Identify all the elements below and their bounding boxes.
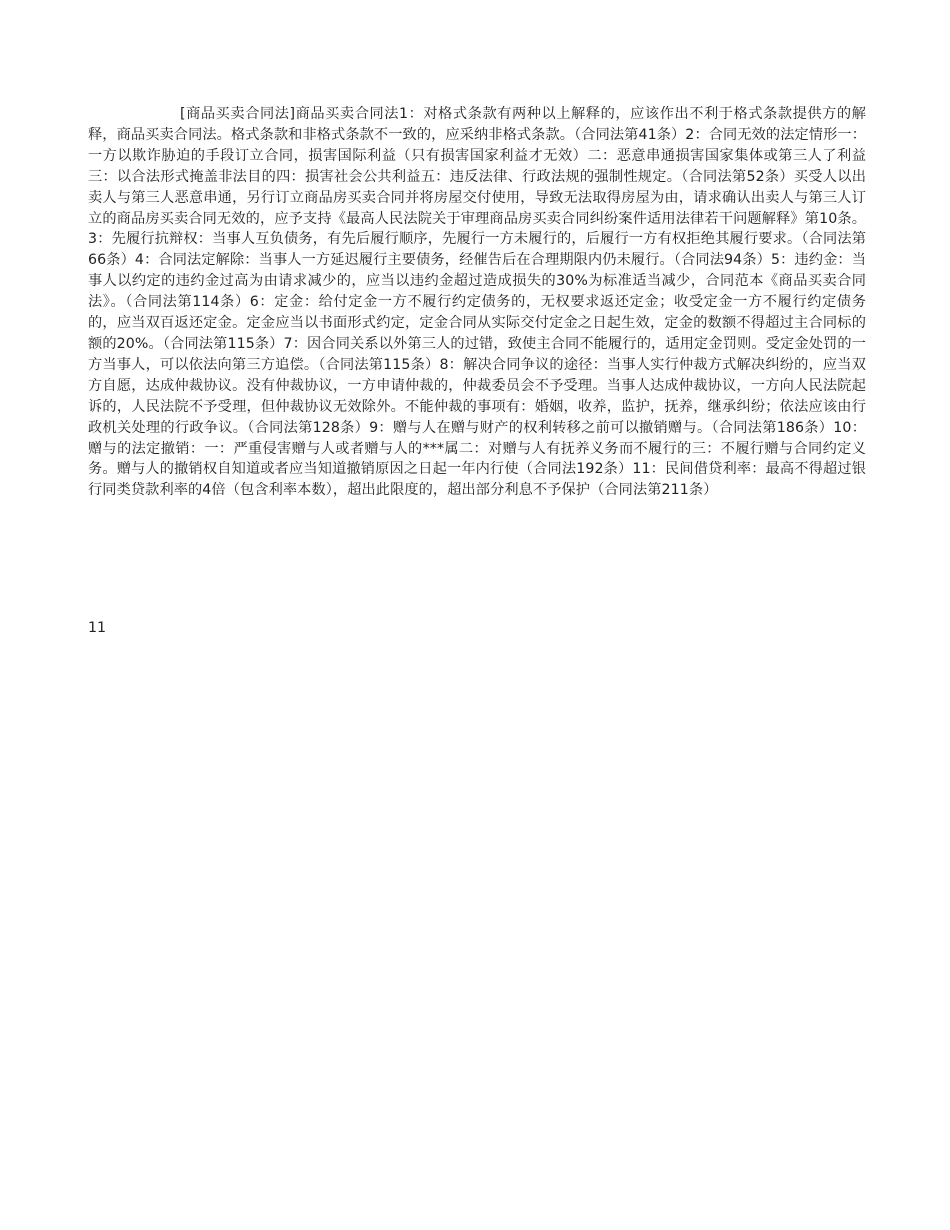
page-number: 11 [88, 620, 107, 636]
body-paragraph: [商品买卖合同法]商品买卖合同法1：对格式条款有两种以上解释的，应该作出不利于格式条款提供方的解释，商品买卖合同法。格式条款和非格式条款不一致的，应采纳非格式条款。（合同法第41条）2：合同无效的法定情形一：一方以欺诈胁迫的手段订立合同，损害国际利益（只有损害国家利益才无效）二：恶意串通损害国家集体或第三人了利益三：以合法形式掩盖非法目的四：损害社会公共利益五：违反法律、行政法规的强制性规定。（合同法第52条）买受人以出卖人与第三人恶意串通，另行订立商品房买卖合同并将房屋交付使用，导致无法取得房屋为由，请求确认出卖人与第三人订立的商品房买卖合同无效的，应予支持《最高人民法院关于审理商品房买卖合同纠纷案件适用法律若干问题解释》第10条。3：先履行抗辩权：当事人互负债务，有先后履行顺序，先履行一方未履行的，后履行一方有权拒绝其履行要求。（合同法第66条）4：合同法定解除：当事人一方延迟履行主要债务，经催告后在合理期限内仍未履行。（合同法94条）5：违约金：当事人以约定的违约金过高为由请求减少的，应当以违约金超过造成损失的30%为标准适当减少，合同范本《商品买卖合同法》。（合同法第114条）6：定金：给付定金一方不履行约定债务的，无权要求返还定金；收受定金一方不履行约定债务的，应当双百返还定金。定金应当以书面形式约定，定金合同从实际交付定金之日起生效，定金的数额不得超过主合同标的额的20%。（合同法第115条）7：因合同关系以外第三人的过错，致使主合同不能履行的，适用定金罚则。受定金处罚的一方当事人，可以依法向第三方追偿。（合同法第115条）8：解决合同争议的途径：当事人实行仲裁方式解决纠纷的，应当双方自愿，达成仲裁协议。没有仲裁协议，一方申请仲裁的，仲裁委员会不予受理。当事人达成仲裁协议，一方向人民法院起诉的，人民法院不予受理，但仲裁协议无效除外。不能仲裁的事项有：婚姻，收养，监护，抚养，继承纠纷；依法应该由行政机关处理的行政争议。（合同法第128条）9：赠与人在赠与财产的权利转移之前可以撤销赠与。（合同法第186条）10：赠与的法定撤销：一：严重侵害赠与人或者赠与人的***属二：对赠与人有抚养义务而不履行的三：不履行赠与合同约定义务。赠与人的撤销权自知道或者应当知道撤销原因之日起一年内行使（合同法192条）11：民间借贷利率：最高不得超过银行同类贷款利率的4倍（包含利率本数），超出此限度的，超出部分利息不予保护（合同法第211条） [88, 106, 866, 499]
